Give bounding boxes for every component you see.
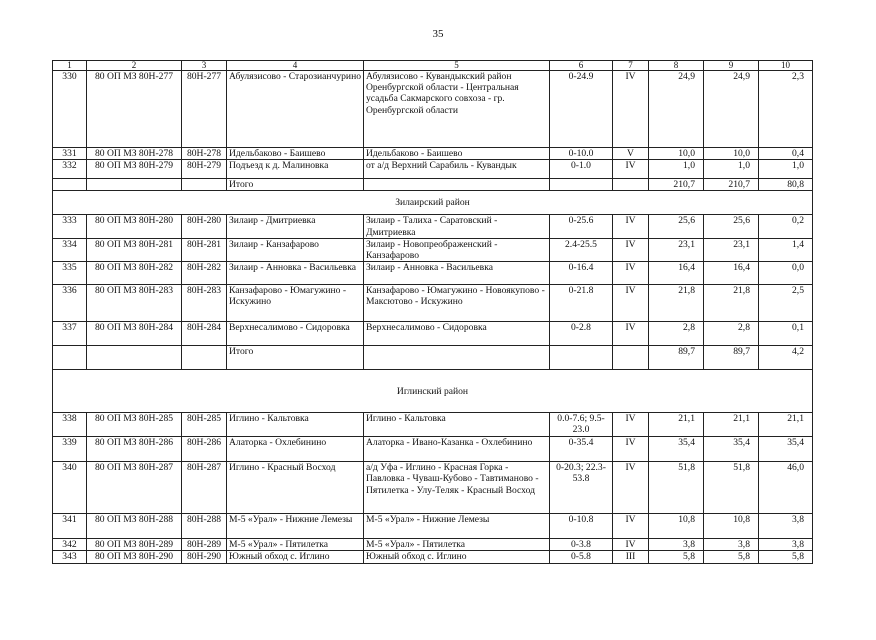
column-header: 2 [87,61,182,71]
table-row [53,160,813,179]
table-cell: Верхнесалимово - Сидоровка [227,322,364,346]
table-cell: 80Н-282 [182,262,227,285]
total-value: 210,7 [704,179,759,191]
table-cell: 80 ОП МЗ 80Н-279 [87,160,182,179]
table-cell: IV [613,322,649,346]
table-cell: 0-2.8 [550,322,613,346]
table-cell: 0,1 [759,322,813,346]
table-cell: Абулязисово - Кувандыкский район Оренбургской области - Центральная усадьба Сакмарского совхоза - гр. Оренбургской области [364,71,550,148]
table-cell: 80Н-286 [182,437,227,462]
table-cell: V [613,148,649,160]
table-cell: 343 [53,551,87,563]
table-cell: 46,0 [759,462,813,514]
table-row [53,71,813,148]
table-cell: 2.4-25.5 [550,238,613,261]
table-cell: 80 ОП МЗ 80Н-278 [87,148,182,160]
table-cell: 0,2 [759,215,813,238]
empty-cell [182,179,227,191]
table-cell: 80Н-287 [182,462,227,514]
table-cell: IV [613,285,649,322]
table-cell: 16,4 [704,262,759,285]
table-cell: Идельбаково - Баишево [364,148,550,160]
table-row [53,514,813,539]
table-cell: 80 ОП МЗ 80Н-289 [87,539,182,551]
table-cell: 24,9 [649,71,704,148]
table-cell: 21,8 [704,285,759,322]
table-cell: 341 [53,514,87,539]
table-cell: 10,8 [649,514,704,539]
table-cell: Канзафарово - Юмагужино - Искужино [227,285,364,322]
table-cell: 0-21.8 [550,285,613,322]
table-cell: 3,8 [759,539,813,551]
table-cell: IV [613,71,649,148]
table-cell: Подъезд к д. Малиновка [227,160,364,179]
total-value: 89,7 [649,346,704,370]
table-row [53,437,813,462]
column-header: 8 [649,61,704,71]
table-cell: III [613,551,649,563]
table-cell: 336 [53,285,87,322]
empty-cell [182,346,227,370]
table-cell: 3,8 [759,514,813,539]
column-header: 1 [53,61,87,71]
table-cell: 80 ОП МЗ 80Н-284 [87,322,182,346]
table-cell: Алаторка - Охлебинино [227,437,364,462]
table-cell: от а/д Верхний Сарабиль - Кувандык [364,160,550,179]
table-row [53,215,813,238]
table-cell: Зилаир - Талиха - Саратовский - Дмитриевка [364,215,550,238]
table-cell: 23,1 [649,238,704,261]
table-cell: 0,4 [759,148,813,160]
table-cell: 0-16.4 [550,262,613,285]
table-row [53,539,813,551]
table-cell: 51,8 [704,462,759,514]
table-row [53,551,813,563]
region-header-row [53,370,813,413]
table-cell: 1,0 [704,160,759,179]
table-cell: 80 ОП МЗ 80Н-288 [87,514,182,539]
table-cell: 80 ОП МЗ 80Н-286 [87,437,182,462]
table-cell: М-5 «Урал» - Пятилетка [364,539,550,551]
table-cell: 342 [53,539,87,551]
table-cell: Зилаир - Дмитриевка [227,215,364,238]
total-value: 89,7 [704,346,759,370]
table-cell: 35,4 [649,437,704,462]
empty-cell [613,179,649,191]
region-title: Иглинский район [53,370,813,413]
table-row [53,262,813,285]
table-cell: 80 ОП МЗ 80Н-283 [87,285,182,322]
table-cell: 80Н-289 [182,539,227,551]
table-cell: 80 ОП МЗ 80Н-280 [87,215,182,238]
empty-cell [364,179,550,191]
table-cell: 21,1 [649,413,704,437]
table-cell: IV [613,215,649,238]
table-cell: 25,6 [704,215,759,238]
table-cell: IV [613,539,649,551]
table-cell: 3,8 [649,539,704,551]
table-cell: IV [613,160,649,179]
table-cell: 0-35.4 [550,437,613,462]
table-cell: 335 [53,262,87,285]
table-cell: 80 ОП МЗ 80Н-285 [87,413,182,437]
table-cell: 80 ОП МЗ 80Н-277 [87,71,182,148]
table-cell: 0-25.6 [550,215,613,238]
table-cell: 21,8 [649,285,704,322]
empty-cell [364,346,550,370]
region-title: Зилаирский район [53,191,813,215]
table-cell: М-5 «Урал» - Нижние Лемезы [227,514,364,539]
table-cell: 1,4 [759,238,813,261]
table-cell: 0.0-7.6; 9.5-23.0 [550,413,613,437]
table-cell: IV [613,437,649,462]
empty-cell [550,346,613,370]
total-label: Итого [227,179,364,191]
table-cell: 334 [53,238,87,261]
table-cell: 21,1 [704,413,759,437]
column-header: 9 [704,61,759,71]
table-row [53,285,813,322]
table-cell: 80 ОП МЗ 80Н-281 [87,238,182,261]
column-header: 4 [227,61,364,71]
table-cell: Иглино - Кальтовка [227,413,364,437]
empty-cell [550,179,613,191]
table-cell: 35,4 [704,437,759,462]
roads-table [52,60,813,564]
table-cell: 10,0 [649,148,704,160]
table-cell: 0-5.8 [550,551,613,563]
empty-cell [53,346,87,370]
table-cell: Зилаир - Анновка - Васильевка [364,262,550,285]
page-number: 35 [432,28,444,40]
empty-cell [613,346,649,370]
table-cell: 1,0 [759,160,813,179]
table-row [53,462,813,514]
region-header-row [53,191,813,215]
table-cell: 0,0 [759,262,813,285]
table-cell: Южный обход с. Иглино [364,551,550,563]
table-cell: IV [613,238,649,261]
column-header: 6 [550,61,613,71]
table-cell: IV [613,262,649,285]
table-cell: 2,8 [649,322,704,346]
table-cell: 10,0 [704,148,759,160]
table-cell: Зилаир - Канзафарово [227,238,364,261]
table-cell: Канзафарово - Юмагужино - Новоякупово - Максютово - Искужино [364,285,550,322]
table-cell: 338 [53,413,87,437]
table-cell: 80Н-281 [182,238,227,261]
table-cell: М-5 «Урал» - Пятилетка [227,539,364,551]
table-cell: 21,1 [759,413,813,437]
table-cell: 0-10.8 [550,514,613,539]
table-cell: 5,8 [649,551,704,563]
table-cell: IV [613,514,649,539]
table-cell: Абулязисово - Старозианчурино [227,71,364,148]
table-cell: 332 [53,160,87,179]
total-row [53,346,813,370]
table-cell: 25,6 [649,215,704,238]
table-cell: 0-1.0 [550,160,613,179]
table-cell: 80Н-278 [182,148,227,160]
table-cell: 330 [53,71,87,148]
table-cell: а/д Уфа - Иглино - Красная Горка - Павловка - Чуваш-Кубово - Тавтиманово - Пятилетка - Улу-Теляк - Красный Восход [364,462,550,514]
table-cell: 339 [53,437,87,462]
table-cell: 80Н-285 [182,413,227,437]
table-cell: Алаторка - Ивано-Казанка - Охлебинино [364,437,550,462]
table-row [53,148,813,160]
table-cell: 80Н-283 [182,285,227,322]
table-cell: 337 [53,322,87,346]
table-cell: 80Н-279 [182,160,227,179]
table-cell: 80Н-284 [182,322,227,346]
table-cell: 2,3 [759,71,813,148]
table-cell: 2,8 [704,322,759,346]
empty-cell [87,179,182,191]
table-cell: 333 [53,215,87,238]
table-cell: 80Н-280 [182,215,227,238]
table-cell: 10,8 [704,514,759,539]
table-cell: 16,4 [649,262,704,285]
table-row [53,322,813,346]
column-header: 5 [364,61,550,71]
table-cell: 80 ОП МЗ 80Н-282 [87,262,182,285]
table-cell: 1,0 [649,160,704,179]
column-header: 10 [759,61,813,71]
table-cell: 331 [53,148,87,160]
total-value: 4,2 [759,346,813,370]
table-cell: 0-24.9 [550,71,613,148]
table-cell: 80Н-277 [182,71,227,148]
table-cell: М-5 «Урал» - Нижние Лемезы [364,514,550,539]
table-cell: Верхнесалимово - Сидоровка [364,322,550,346]
table-cell: 5,8 [704,551,759,563]
table-cell: 5,8 [759,551,813,563]
table-cell: 23,1 [704,238,759,261]
table-cell: 0-10.0 [550,148,613,160]
table-cell: 80Н-288 [182,514,227,539]
column-header: 7 [613,61,649,71]
total-value: 80,8 [759,179,813,191]
table-cell: 0-3.8 [550,539,613,551]
column-number-row [53,61,813,71]
table-body [53,61,813,564]
table-cell: 80 ОП МЗ 80Н-290 [87,551,182,563]
table-cell: 51,8 [649,462,704,514]
table-cell: 340 [53,462,87,514]
table-cell: IV [613,462,649,514]
empty-cell [87,346,182,370]
table-cell: Иглино - Красный Восход [227,462,364,514]
table-cell: IV [613,413,649,437]
empty-cell [53,179,87,191]
table-cell: Зилаир - Анновка - Васильевка [227,262,364,285]
table-cell: 2,5 [759,285,813,322]
table-cell: 24,9 [704,71,759,148]
table-cell: 80 ОП МЗ 80Н-287 [87,462,182,514]
table-row [53,238,813,261]
table-cell: Зилаир - Новопреображенский - Канзафарово [364,238,550,261]
total-row [53,179,813,191]
table-cell: 0-20.3; 22.3-53.8 [550,462,613,514]
table-cell: Идельбаково - Баишево [227,148,364,160]
table-cell: 3,8 [704,539,759,551]
column-header: 3 [182,61,227,71]
table-cell: 35,4 [759,437,813,462]
table-cell: Иглино - Кальтовка [364,413,550,437]
table-row [53,413,813,437]
total-label: Итого [227,346,364,370]
table-cell: 80Н-290 [182,551,227,563]
table-cell: Южный обход с. Иглино [227,551,364,563]
total-value: 210,7 [649,179,704,191]
